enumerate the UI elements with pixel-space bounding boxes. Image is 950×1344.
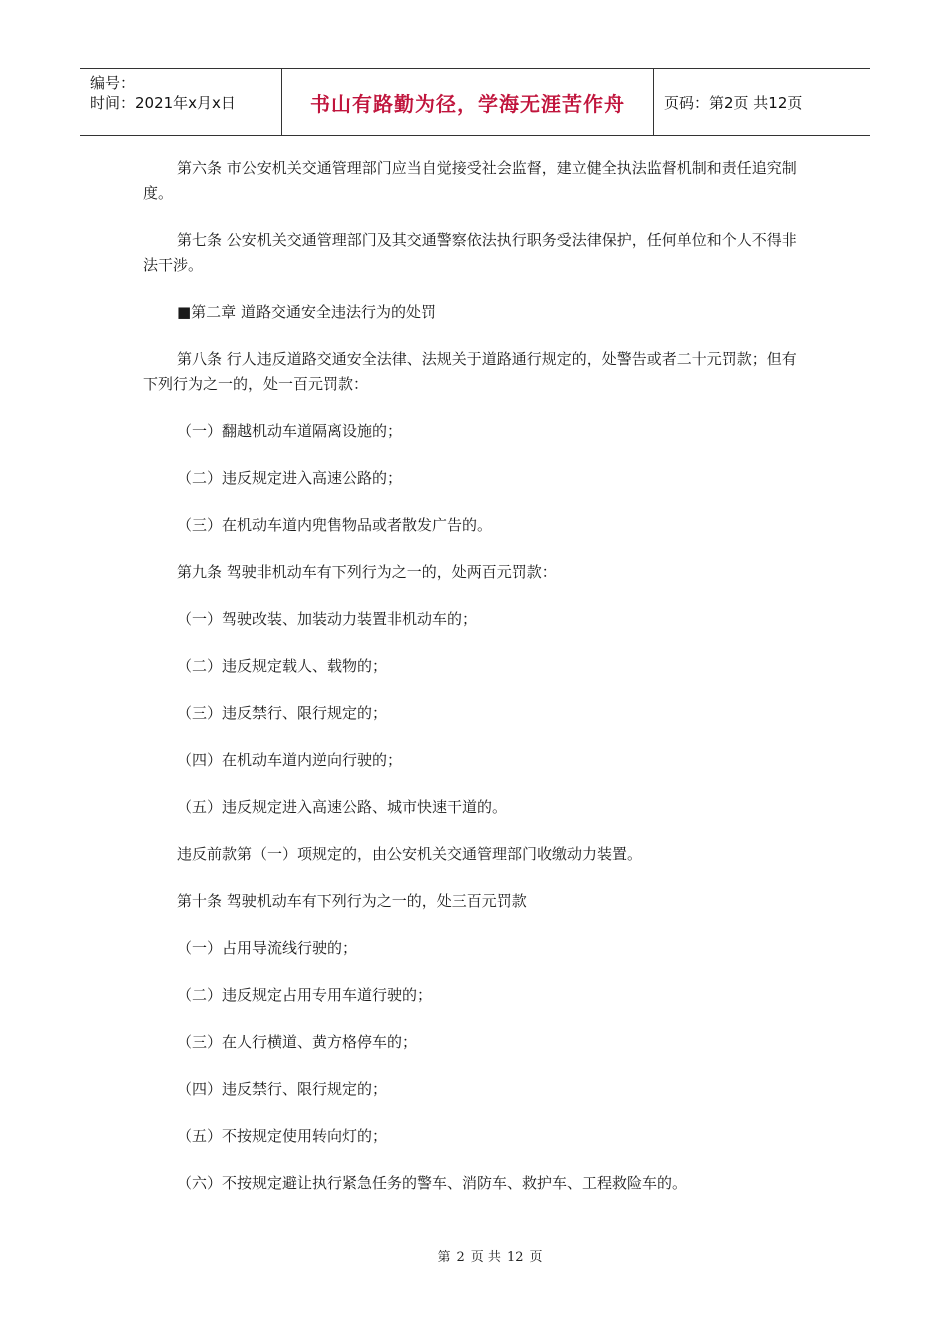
article-9-note: 违反前款第（一）项规定的，由公安机关交通管理部门收缴动力装置。 (177, 845, 643, 863)
list-item: （三）违反禁行、限行规定的； (177, 704, 388, 722)
header-meta (80, 69, 282, 135)
list-item: （二）违反规定进入高速公路的； (177, 469, 403, 487)
page-footer (0, 1246, 950, 1265)
document-number-label: 编号： (90, 74, 136, 92)
article-7: 第七条 公安机关交通管理部门及其交通警察依法执行职务受法律保护，任何单位和个人不得非法干涉。 (143, 231, 797, 274)
list-item: （五）违反规定进入高速公路、城市快速干道的。 (177, 798, 508, 816)
list-item: （六）不按规定避让执行紧急任务的警车、消防车、救护车、工程救险车的。 (177, 1174, 688, 1192)
article-10: 第十条 驾驶机动车有下列行为之一的，处三百元罚款 (177, 892, 527, 910)
document-date: 时间：2021年x月x日 (90, 94, 236, 112)
list-item: （一）驾驶改装、加装动力装置非机动车的； (177, 610, 478, 628)
document-header (80, 68, 870, 136)
list-item: （三）在人行横道、黄方格停车的； (177, 1033, 418, 1051)
footer-page-number: 2 (456, 1250, 465, 1265)
article-8: 第八条 行人违反道路交通安全法律、法规关于道路通行规定的，处警告或者二十元罚款；但有下列行为之一的，处一百元罚款： (143, 350, 797, 393)
list-item: （二）违反规定载人、载物的； (177, 657, 388, 675)
article-9: 第九条 驾驶非机动车有下列行为之一的，处两百元罚款： (177, 563, 557, 581)
list-item: （五）不按规定使用转向灯的； (177, 1127, 388, 1145)
footer-middle: 页 共 (470, 1250, 501, 1265)
document-body (143, 156, 811, 1218)
chapter-2-heading: ■第二章 道路交通安全违法行为的处罚 (177, 303, 436, 321)
header-motto: 书山有路勤为径，学海无涯苦作舟 (282, 69, 654, 135)
list-item: （四）在机动车道内逆向行驶的； (177, 751, 403, 769)
footer-total-pages: 12 (506, 1250, 524, 1265)
list-item: （一）翻越机动车道隔离设施的； (177, 422, 403, 440)
article-6: 第六条 市公安机关交通管理部门应当自觉接受社会监督，建立健全执法监督机制和责任追究制度。 (143, 159, 797, 202)
list-item: （二）违反规定占用专用车道行驶的； (177, 986, 433, 1004)
list-item: （四）违反禁行、限行规定的； (177, 1080, 388, 1098)
list-item: （三）在机动车道内兜售物品或者散发广告的。 (177, 516, 493, 534)
header-page-info: 页码：第2页 共12页 (664, 93, 803, 112)
list-item: （一）占用导流线行驶的； (177, 939, 358, 957)
footer-prefix: 第 (437, 1250, 451, 1265)
footer-suffix: 页 (529, 1250, 543, 1265)
